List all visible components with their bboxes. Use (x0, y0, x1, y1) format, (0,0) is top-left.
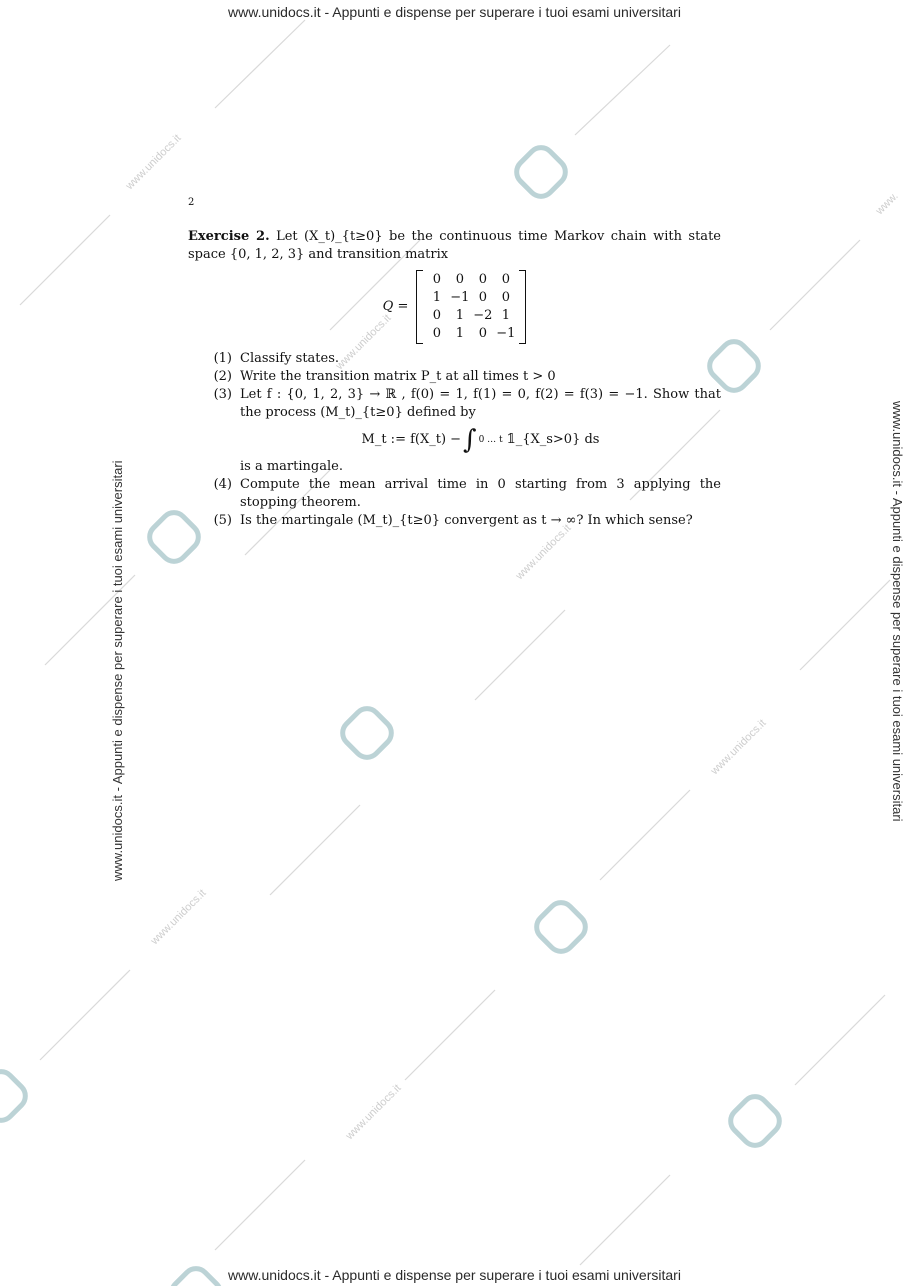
question-list (188, 350, 721, 530)
watermark-text: www.unidocs.it (333, 312, 394, 373)
matrix-grid (425, 271, 517, 343)
matrix-cell: 0 (478, 326, 487, 341)
formula-right: 𝟙_{X_s>0} ds (506, 432, 600, 447)
matrix-cell: 0 (478, 272, 487, 287)
formula-left: M_t := f(X_t) − (361, 432, 462, 447)
list-item (188, 368, 721, 386)
watermark-text: www. (873, 190, 901, 218)
matrix-cell: 1 (501, 308, 510, 323)
page-number: 2 (188, 197, 195, 208)
matrix-right-bracket (519, 270, 526, 344)
matrix-cell: −1 (496, 326, 516, 341)
matrix-cell: 0 (478, 290, 487, 305)
item-after-text: is a martingale. (240, 459, 343, 474)
watermark-text: www.unidocs.it (123, 132, 184, 193)
exercise-content (188, 228, 721, 530)
item-text: Is the martingale (M_t)_{t≥0} convergent as t → ∞? In which sense? (240, 513, 693, 528)
item-text: Classify states. (240, 351, 340, 366)
item-number: (4) (213, 477, 232, 492)
top-banner: www.unidocs.it - Appunti e dispense per superare i tuoi esami universitari (228, 4, 681, 20)
matrix-cell: −2 (473, 308, 493, 323)
matrix-cell: 0 (501, 272, 510, 287)
watermark-text: www.unidocs.it (708, 717, 769, 778)
exercise-intro-text: Let (X_t)_{t≥0} be the continuous time Markov chain with state space {0, 1, 2, 3} and transition matrix (188, 229, 721, 262)
item-text: Let f : {0, 1, 2, 3} → ℝ , f(0) = 1, f(1) = 0, f(2) = f(3) = −1. Show that the process (M_t)_{t≥0} defined by (240, 387, 721, 420)
matrix-left-bracket (416, 270, 423, 344)
matrix-cell: 0 (501, 290, 510, 305)
item-number: (3) (213, 387, 232, 402)
matrix-cell: 1 (455, 326, 464, 341)
watermark-text: www.unidocs.it (148, 887, 209, 948)
item-number: (1) (213, 351, 232, 366)
exercise-label: Exercise 2. (188, 229, 270, 244)
item-number: (2) (213, 369, 232, 384)
right-side-banner: www.unidocs.it - Appunti e dispense per superare i tuoi esami universitari (890, 401, 905, 822)
watermark-text: www.unidocs.it (513, 522, 574, 583)
matrix-cell: 0 (432, 272, 441, 287)
item-body (240, 386, 721, 476)
left-side-banner: www.unidocs.it - Appunti e dispense per superare i tuoi esami universitari (110, 460, 125, 881)
list-item (188, 512, 721, 530)
matrix-label: Q = (382, 299, 409, 314)
list-item (188, 350, 721, 368)
matrix-cell: 1 (455, 308, 464, 323)
transition-matrix (188, 270, 721, 344)
martingale-formula (240, 425, 721, 455)
list-item (188, 386, 721, 476)
matrix-cell: 1 (432, 290, 441, 305)
watermark-text: www.unidocs.it (343, 1082, 404, 1143)
matrix-cell: 0 (455, 272, 464, 287)
integral-limits: 0 … t (478, 435, 503, 445)
item-text: Write the transition matrix P_t at all times t > 0 (240, 369, 556, 384)
bottom-banner: www.unidocs.it - Appunti e dispense per superare i tuoi esami universitari (228, 1267, 681, 1283)
list-item (188, 476, 721, 512)
item-text: Compute the mean arrival time in 0 starting from 3 applying the stopping theorem. (240, 477, 721, 510)
exercise-intro (188, 228, 721, 264)
matrix-cell: 0 (432, 326, 441, 341)
integral-sign: ∫ (463, 425, 477, 455)
matrix-cell: −1 (450, 290, 470, 305)
item-number: (5) (213, 513, 232, 528)
matrix-cell: 0 (432, 308, 441, 323)
